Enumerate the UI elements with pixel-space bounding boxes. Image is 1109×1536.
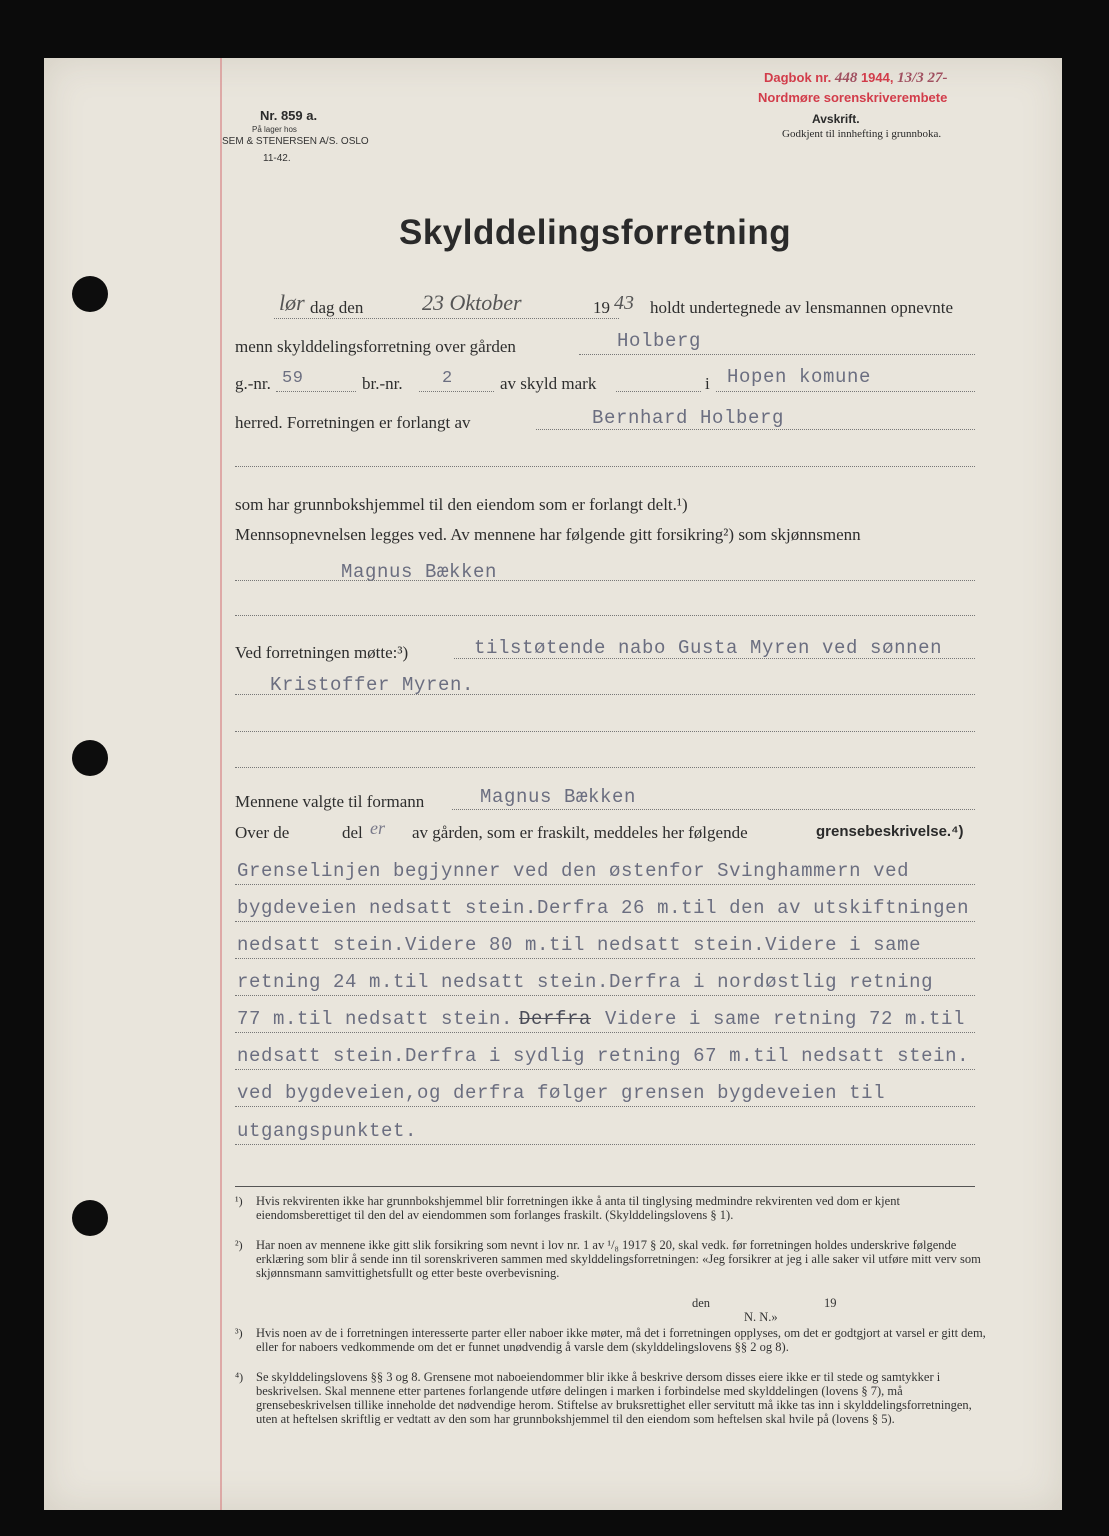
form-number: Nr. 859 a.: [260, 108, 318, 123]
punch-hole-top: [72, 276, 108, 312]
herred-label: herred. Forretningen er forlangt av: [235, 413, 471, 432]
dotline-farm: [579, 354, 975, 355]
i-label: i: [705, 374, 710, 393]
dagbok-stamp-line2: Nordmøre sorenskriverembete: [758, 90, 948, 105]
dagbok-label: Dagbok nr.: [764, 70, 832, 85]
dotline-desc-7: [235, 1106, 975, 1107]
farm-value: Holberg: [617, 330, 702, 352]
description-line-7: ved bygdeveien,og derfra følger grensen bygdeveien til: [237, 1082, 886, 1104]
formann-label: Mennene valgte til formann: [235, 792, 425, 811]
gnr-value: 59: [282, 369, 304, 388]
description-line-1: Grenselinjen begjynner ved den østenfor Svinghammern ved: [237, 860, 910, 882]
godkjent-label: Godkjent til innhefting i grunnboka.: [782, 128, 942, 140]
footnote-2-number: ²): [235, 1238, 243, 1252]
dotline-date: [274, 318, 619, 319]
day-label: dag den: [310, 298, 364, 317]
description-line-4: retning 24 m.til nedsatt stein.Derfra i nordøstlig retning: [237, 971, 934, 993]
day-value: lør: [279, 290, 305, 315]
skyld-label: av skyld mark: [500, 374, 597, 393]
description-line-5a: 77 m.til nedsatt stein.: [237, 1008, 514, 1030]
dotline-kommune: [716, 391, 975, 392]
footnote-2-den: den: [692, 1296, 711, 1310]
dotline-desc-4: [235, 995, 975, 996]
dotline-skjonnsmann: [235, 580, 975, 581]
dotline-formann: [452, 809, 975, 810]
gnr-label: g.-nr.: [235, 374, 271, 393]
dotline-requester: [536, 429, 975, 430]
brnr-value: 2: [442, 369, 453, 388]
dotline-empty-1: [235, 466, 975, 467]
holdt-text: holdt undertegnede av lensmannen opnevnte: [650, 298, 954, 317]
description-line-3: nedsatt stein.Videre 80 m.til nedsatt stein.Videre i same: [237, 934, 922, 956]
year-value: 43: [614, 292, 634, 314]
year-prefix: 19: [593, 298, 610, 317]
del-label: del: [342, 823, 363, 842]
farm-label: menn skylddelingsforretning over gården: [235, 337, 516, 356]
avskrift-label: Avskrift.: [812, 112, 860, 126]
printer-line-1: På lager hos: [252, 125, 297, 134]
dagbok-number: 448: [834, 70, 858, 86]
dotline-desc-5: [235, 1032, 975, 1033]
footnote-3-number: ³): [235, 1326, 243, 1340]
kommune-value: Hopen komune: [727, 366, 872, 388]
dotline-desc-1: [235, 884, 975, 885]
description-line-8: utgangspunktet.: [237, 1120, 418, 1142]
date-value: 23 Oktober: [422, 290, 522, 315]
del-suffix: er: [370, 818, 385, 838]
footnote-4-text: Se skylddelingslovens §§ 3 og 8. Grensene mot naboeiendommer blir ikke å beskrive dersom disses eiere ikke er til stede og samtykker i beskrivelsen. Skal mennene etter partenes forlangende utføre delingen i marken i forbindelse med skylddelingen (lovens § 7), må grensebeskrivelsen tillike inneholde det nødvendige herom. Stiftelse av bruksrettighet eller servitutt må ikke tas inn i skylddelingsforretningen, uten at heftelsen skriftlig er vedtatt av den som har grunnbokshjemmel til den eiendom som heftelsen skal hvile på (lovens § 5).: [256, 1370, 972, 1426]
margin-line: [220, 58, 222, 1510]
footnote-4-number: ⁴): [235, 1370, 244, 1384]
footnote-1-number: ¹): [235, 1194, 243, 1208]
footnote-2-signature: N. N.»: [744, 1310, 778, 1324]
dotline-empty-3: [235, 731, 975, 732]
over-de-label: Over de: [235, 823, 290, 842]
punch-hole-middle: [72, 740, 108, 776]
dotline-motte-2: [235, 694, 975, 695]
page-title: Skylddelingsforretning: [399, 213, 792, 252]
dagbok-stamp-line1: [764, 70, 948, 87]
description-struck-word: Derfra: [519, 1008, 592, 1030]
footnote-2-text: Har noen av mennene ikke gitt slik forsikring som nevnt i lov nr. 1 av ¹/₈ 1917 § 20, skal vedk. før forretningen holdes underskrive følgende erklæring som blir å sende inn til sorenskriveren sammen med skylddelingsforretningen: «Jeg forsikrer at jeg i alle saker vil utføre mitt verv som skjønnsmann samvittighetsfullt og etter beste overbevisning.: [256, 1238, 981, 1280]
motte-value-2: Kristoffer Myren.: [270, 674, 475, 696]
dagbok-year: 1944,: [860, 70, 894, 85]
dotline-desc-2: [235, 921, 975, 922]
description-line-6: nedsatt stein.Derfra i sydlig retning 67 m.til nedsatt stein.: [237, 1045, 970, 1067]
dotline-empty-4: [235, 767, 975, 768]
footnote-3-text: Hvis noen av de i forretningen interesserte parter eller naboer ikke møter, må det i forretningen opplyses, om det er godtgjort at varsel er gitt dem, eller for naboers vedkommende om det er funnet unødvendig å varsle dem (skylddelingslovens §§ 2 og 8).: [256, 1326, 986, 1354]
dotline-empty-2: [235, 615, 975, 616]
printer-line-2: SEM & STENERSEN A/S. OSLO: [222, 136, 369, 147]
dotline-gnr: [276, 391, 356, 392]
grense-label: grensebeskrivelse.⁴): [816, 823, 964, 840]
footnote-2-year: 19: [824, 1296, 837, 1310]
dotline-desc-6: [235, 1069, 975, 1070]
motte-label: Ved forretningen møtte:³): [235, 643, 409, 662]
description-line-5b: Videre i same retning 72 m.til: [605, 1008, 966, 1030]
dotline-desc-8: [235, 1144, 975, 1145]
dotline-desc-3: [235, 958, 975, 959]
motte-value-1: tilstøtende nabo Gusta Myren ved sønnen: [474, 637, 943, 659]
menn-text: Mennsopnevnelsen legges ved. Av mennene har følgende gitt forsikring²) som skjønnsmenn: [235, 525, 861, 544]
dagbok-date: 13/3 27-: [897, 70, 948, 86]
printer-line-3: 11-42.: [263, 153, 291, 164]
brnr-label: br.-nr.: [362, 374, 403, 393]
grunnbok-text: som har grunnbokshjemmel til den eiendom som er forlangt delt.¹): [235, 495, 688, 514]
dotline-brnr: [419, 391, 494, 392]
dotline-skyld: [616, 391, 701, 392]
formann-value: Magnus Bækken: [480, 786, 637, 808]
skjonnsmann-value: Magnus Bækken: [341, 561, 498, 583]
dotline-motte-1: [454, 658, 975, 659]
document-page: [44, 58, 1062, 1510]
footnote-1-text: Hvis rekvirenten ikke har grunnbokshjemmel blir forretningen ikke å anta til tinglysing medmindre rekvirenten ved dom er kjent eiendomsberettiget til den del av eiendommen som forlanges fraskilt. (Skylddelingslovens § 1).: [256, 1194, 900, 1222]
punch-hole-bottom: [72, 1200, 108, 1236]
requester-value: Bernhard Holberg: [592, 407, 785, 429]
footnote-rule: [235, 1186, 975, 1187]
grense-intro: av gården, som er fraskilt, meddeles her følgende: [412, 823, 748, 842]
description-line-2: bygdeveien nedsatt stein.Derfra 26 m.til den av utskiftningen: [237, 897, 970, 919]
